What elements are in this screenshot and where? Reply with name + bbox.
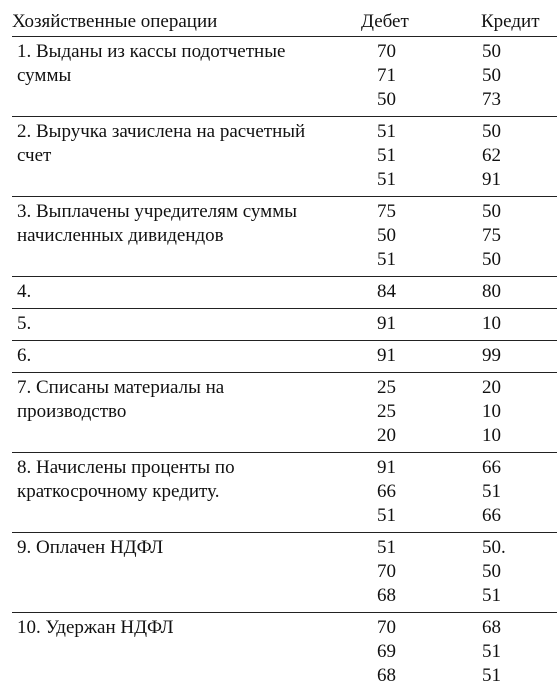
credit-account: 50 — [482, 65, 501, 86]
operation-text: 1. Выданы из кассы подотчетные суммы — [17, 41, 286, 86]
table-row — [12, 116, 557, 191]
debit-account: 50 — [377, 89, 396, 110]
operation-text: 6. — [17, 345, 32, 366]
credit-accounts — [482, 200, 501, 272]
operations-table — [12, 8, 557, 687]
debit-account: 75 — [377, 201, 396, 222]
credit-accounts — [482, 376, 501, 448]
debit-account: 68 — [377, 585, 396, 606]
table-row — [12, 372, 557, 447]
debit-account: 70 — [377, 561, 396, 582]
debit-account: 51 — [377, 537, 396, 558]
credit-account: 80 — [482, 281, 501, 302]
table-row — [12, 340, 557, 367]
table-row — [12, 276, 557, 303]
debit-account: 25 — [377, 377, 396, 398]
operation-text: 3. Выплачены учредителям суммы начисленных дивидендов — [17, 201, 297, 246]
debit-account: 70 — [377, 41, 396, 62]
debit-account: 84 — [377, 281, 396, 302]
debit-accounts — [377, 616, 396, 688]
table-row — [12, 452, 557, 527]
debit-account: 51 — [377, 249, 396, 270]
credit-account: 99 — [482, 345, 501, 366]
credit-account: 20 — [482, 377, 501, 398]
credit-account: 51 — [482, 481, 501, 502]
debit-accounts — [377, 456, 396, 528]
credit-account: 50 — [482, 201, 501, 222]
header-credit: Кредит — [481, 11, 540, 32]
debit-accounts — [377, 40, 396, 112]
credit-account: 50 — [482, 41, 501, 62]
debit-account: 51 — [377, 505, 396, 526]
operation-text: 2. Выручка зачислена на расчетный счет — [17, 121, 306, 166]
credit-accounts — [482, 536, 506, 608]
debit-account: 71 — [377, 65, 396, 86]
debit-account: 25 — [377, 401, 396, 422]
debit-accounts — [377, 536, 396, 608]
operation-text: 9. Оплачен НДФЛ — [17, 537, 164, 558]
credit-account: 51 — [482, 641, 501, 662]
table-row — [12, 196, 557, 271]
credit-accounts — [482, 280, 501, 304]
debit-account: 91 — [377, 345, 396, 366]
operation-text: 4. — [17, 281, 32, 302]
operation-text: 10. Удержан НДФЛ — [17, 617, 174, 638]
credit-accounts — [482, 120, 501, 192]
debit-account: 20 — [377, 425, 396, 446]
credit-account: 50 — [482, 249, 501, 270]
credit-account: 10 — [482, 425, 501, 446]
credit-accounts — [482, 344, 501, 368]
debit-accounts — [377, 344, 396, 368]
credit-account: 73 — [482, 89, 501, 110]
credit-account: 68 — [482, 617, 501, 638]
debit-accounts — [377, 376, 396, 448]
credit-account: 91 — [482, 169, 501, 190]
debit-accounts — [377, 200, 396, 272]
debit-account: 51 — [377, 121, 396, 142]
debit-accounts — [377, 120, 396, 192]
table-row — [12, 612, 557, 687]
operation-text: 5. — [17, 313, 32, 334]
debit-account: 69 — [377, 641, 396, 662]
credit-account: 51 — [482, 585, 501, 606]
credit-accounts — [482, 40, 501, 112]
credit-account: 50 — [482, 121, 501, 142]
operation-text: 8. Начислены проценты по краткосрочному кредиту. — [17, 457, 235, 502]
credit-account: 50 — [482, 561, 501, 582]
debit-account: 70 — [377, 617, 396, 638]
header-operations: Хозяйственные операции — [12, 11, 218, 32]
header-debit: Дебет — [361, 11, 409, 32]
debit-account: 68 — [377, 665, 396, 686]
credit-accounts — [482, 456, 501, 528]
debit-account: 50 — [377, 225, 396, 246]
credit-account: 75 — [482, 225, 501, 246]
debit-account: 51 — [377, 145, 396, 166]
operation-text: 7. Списаны материалы на производство — [17, 377, 225, 422]
credit-accounts — [482, 616, 501, 688]
table-header — [12, 8, 557, 37]
credit-account: 66 — [482, 505, 501, 526]
credit-account: 66 — [482, 457, 501, 478]
debit-account: 91 — [377, 313, 396, 334]
table-row — [12, 532, 557, 607]
credit-account: 62 — [482, 145, 501, 166]
table-row — [12, 37, 557, 111]
debit-account: 51 — [377, 169, 396, 190]
credit-account: 10 — [482, 401, 501, 422]
credit-account: 51 — [482, 665, 501, 686]
debit-accounts — [377, 312, 396, 336]
debit-accounts — [377, 280, 396, 304]
credit-account: 10 — [482, 313, 501, 334]
credit-account: 50. — [482, 537, 506, 558]
credit-accounts — [482, 312, 501, 336]
table-body — [12, 37, 557, 687]
table-row — [12, 308, 557, 335]
debit-account: 91 — [377, 457, 396, 478]
debit-account: 66 — [377, 481, 396, 502]
